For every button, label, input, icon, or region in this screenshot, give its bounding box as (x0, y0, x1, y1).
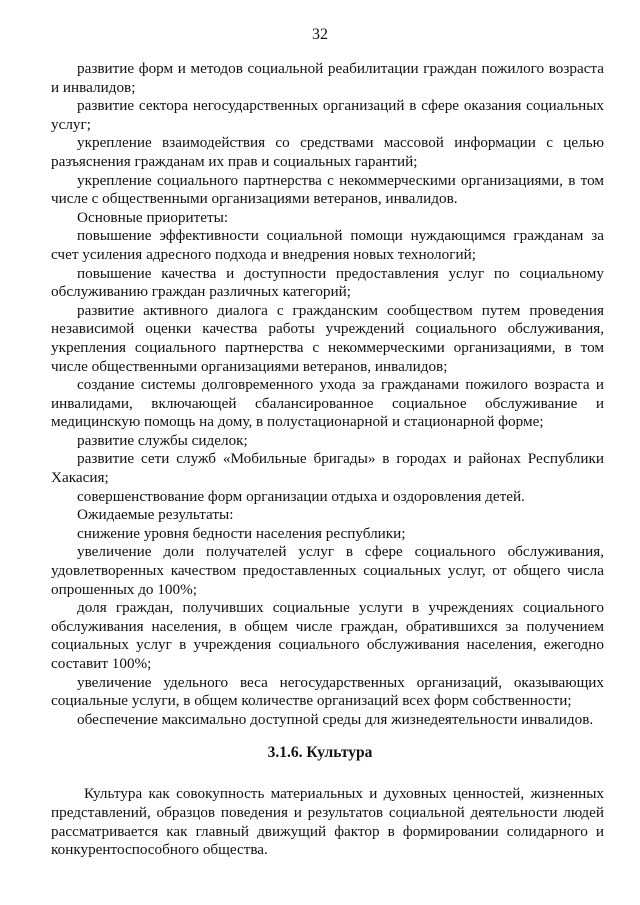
paragraph-media-cooperation: укрепление взаимодействия со средствами массовой информации с целью разъяснения гражданам их прав и социальных гарантий; (51, 134, 604, 170)
paragraph-culture: Культура как совокупность материальных и духовных ценностей, жизненных представлений, образцов поведения и результатов социальной деятельности людей рассматривается как главный движущий фактор в формировании солидарного и конкурентоспособного общества. (51, 785, 604, 859)
paragraph-priority-efficiency: повышение эффективности социальной помощи нуждающимся гражданам за счет усиления адресного подхода и внедрения новых технологий; (51, 227, 604, 263)
paragraph-priority-nurses: развитие службы сиделок; (77, 431, 248, 449)
paragraph-nongovernmental-sector: развитие сектора негосударственных организаций в сфере оказания социальных услуг; (51, 97, 604, 133)
page-number: 32 (312, 26, 328, 43)
section-body (51, 785, 604, 860)
paragraph-priority-dialogue: развитие активного диалога с гражданским сообществом путем проведения независимой оценки качества работы учреждений социального обслуживания, укрепления социального партнерства с некоммерческими организациями, в том числе общественными организациями ветеранов, инвалидов; (51, 301, 604, 375)
paragraph-social-partnership: укрепление социального партнерства с некоммерческими организациями, в том числе с общественными организациями ветеранов, инвалидов. (51, 171, 604, 208)
paragraph-result-satisfaction: увеличение доли получателей услуг в сфере социального обслуживания, удовлетворенных качеством предоставленных социальных услуг, от общего числа опрошенных до 100%; (51, 543, 604, 598)
paragraph-rehabilitation: развитие форм и методов социальной реабилитации граждан пожилого возраста и инвалидов; (51, 60, 604, 96)
paragraph-priority-long-term-care: создание системы долговременного ухода за гражданами пожилого возраста и инвалидами, включающей сбалансированное социальное обслуживание и медицинскую помощь на дому, в полустационарной и стационарной форме; (51, 376, 604, 431)
paragraph-result-accessibility: обеспечение максимально доступной среды для жизнедеятельности инвалидов. (77, 710, 594, 728)
paragraph-priority-mobile-teams: развитие сети служб «Мобильные бригады» в городах и районах Республики Хакасия; (51, 450, 604, 487)
heading-main-priorities: Основные приоритеты: (77, 208, 229, 226)
paragraph-priority-quality: повышение качества и доступности предоставления услуг по социальному обслуживанию граждан различных категорий; (51, 264, 604, 301)
body-text (51, 60, 604, 729)
paragraph-priority-children-rest: совершенствование форм организации отдыха и оздоровления детей. (77, 487, 525, 505)
section-title: 3.1.6. Культура (267, 744, 373, 761)
paragraph-result-coverage: доля граждан, получивших социальные услуги в учреждениях социального обслуживания населения, в общем числе граждан, обратившихся за получением социальных услуг в учреждения социального обслуживания населения, ежегодно составит 100%; (51, 599, 604, 672)
heading-expected-results: Ожидаемые результаты: (77, 506, 234, 524)
paragraph-result-poverty: снижение уровня бедности населения республики; (77, 524, 406, 542)
paragraph-result-nongovernmental-share: увеличение удельного веса негосударственных организаций, оказывающих социальные услуги, в общем количестве организаций всех форм собственности; (51, 673, 604, 710)
